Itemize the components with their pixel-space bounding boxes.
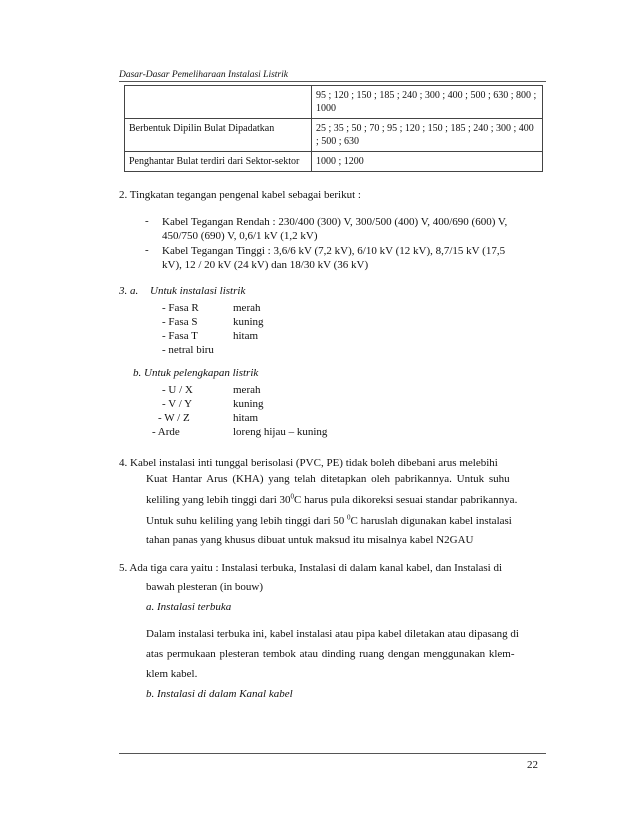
list-item: - netral biru	[162, 344, 214, 356]
list-item: - Fasa T	[162, 330, 198, 342]
list-item: - W / Z	[158, 412, 190, 424]
cable-spec-table	[124, 85, 543, 172]
section-5b-title: b. Instalasi di dalam Kanal kabel	[146, 688, 293, 700]
table-row	[125, 86, 543, 119]
list-item: - V / Y	[162, 398, 193, 410]
section-4-line: Untuk suhu keliling yang lebih tinggi dari 50 $^0$C haruslah digunakan kabel instalasi	[146, 513, 512, 527]
table-row	[125, 119, 543, 152]
section-4-line: 4. Kabel instalasi inti tunggal berisolasi (PVC, PE) tidak boleh dibebani arus melebihi	[119, 457, 498, 469]
list-item-value: merah	[233, 384, 261, 396]
table-cell: 95 ; 120 ; 150 ; 185 ; 240 ; 300 ; 400 ; 500 ; 630 ; 800 ; 1000	[312, 86, 543, 119]
header-rule	[119, 81, 546, 82]
list-item-value: loreng hijau – kuning	[233, 426, 328, 438]
bullet-low-voltage: Kabel Tegangan Rendah : 230/400 (300) V, 300/500 (400) V, 400/690 (600) V,	[162, 216, 508, 228]
section-2-heading: 2. Tingkatan tegangan pengenal kabel sebagai berikut :	[119, 189, 361, 201]
section-5a-paragraph: Dalam instalasi terbuka ini, kabel instalasi atau pipa kabel diletakan atau dipasang di	[146, 628, 519, 640]
table-cell: Penghantar Bulat terdiri dari Sektor-sektor	[125, 152, 312, 172]
list-item-value: kuning	[233, 398, 264, 410]
running-header: Dasar-Dasar Pemeliharaan Instalasi Listrik	[119, 70, 288, 80]
page-number: 22	[527, 759, 538, 771]
table-cell: 1000 ; 1200	[312, 152, 543, 172]
footer-rule	[119, 753, 546, 754]
bullet-low-voltage-cont: 450/750 (690) V, 0,6/1 kV (1,2 kV)	[162, 230, 318, 242]
section-5-line: bawah plesteran (in bouw)	[146, 581, 263, 593]
section-4-line: keliling yang lebih tinggi dari $30^0C$ harus pula dikoreksi sesuai standar pabrikannya.	[146, 492, 518, 506]
section-3a-title: Untuk instalasi listrik	[150, 285, 246, 297]
section-5-line: 5. Ada tiga cara yaitu : Instalasi terbuka, Instalasi di dalam kanal kabel, dan Instalasi di	[119, 562, 503, 574]
list-item: - Arde	[152, 426, 180, 438]
list-item-value: hitam	[233, 412, 259, 424]
section-3b-title: b. Untuk pelengkapan listrik	[133, 367, 259, 379]
list-item-value: hitam	[233, 330, 259, 342]
list-item: - Fasa S	[162, 316, 198, 328]
section-5a-paragraph: klem kabel.	[146, 668, 198, 680]
bullet-high-voltage: Kabel Tegangan Tinggi : 3,6/6 kV (7,2 kV), 6/10 kV (12 kV), 8,7/15 kV (17,5	[162, 245, 506, 257]
section-5a-paragraph: atas permukaan plesteran tembok atau dinding ruang dengan menggunakan klem-	[146, 648, 515, 660]
section-5a-title: a. Instalasi terbuka	[146, 601, 232, 613]
list-item: - U / X	[162, 384, 193, 396]
table-cell: Berbentuk Dipilin Bulat Dipadatkan	[125, 119, 312, 152]
bullet-high-voltage-cont: kV), 12 / 20 kV (24 kV) dan 18/30 kV (36 kV)	[162, 259, 369, 271]
list-item-value: kuning	[233, 316, 264, 328]
list-item: - Fasa R	[162, 302, 199, 314]
bullet-dash: -	[145, 244, 149, 256]
list-item-value: merah	[233, 302, 261, 314]
section-4-line: Kuat Hantar Arus (KHA) yang telah ditetapkan oleh pabrikannya. Untuk suhu	[146, 473, 510, 485]
section-3a-number: 3. a.	[119, 285, 139, 297]
section-4-line: tahan panas yang khusus dibuat untuk maksud itu misalnya kabel N2GAU	[146, 534, 474, 546]
table-row	[125, 152, 543, 172]
table-cell	[125, 86, 312, 119]
bullet-dash: -	[145, 215, 149, 227]
table-cell: 25 ; 35 ; 50 ; 70 ; 95 ; 120 ; 150 ; 185 ; 240 ; 300 ; 400 ; 500 ; 630	[312, 119, 543, 152]
